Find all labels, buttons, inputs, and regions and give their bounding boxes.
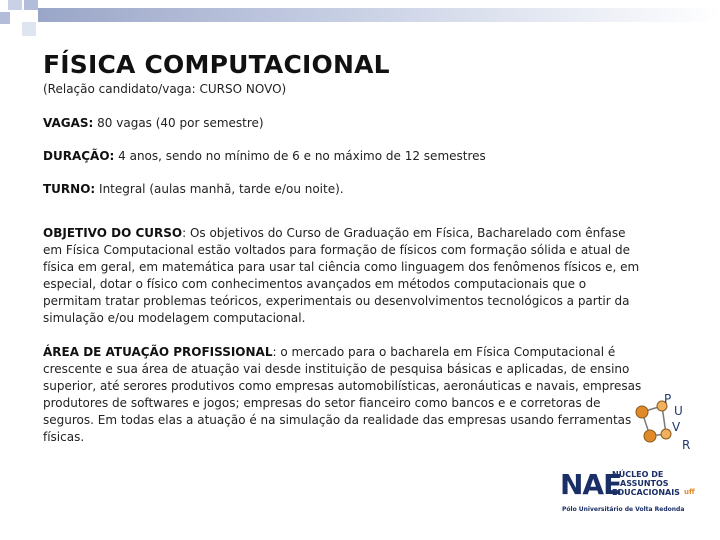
puvr-letter-p: P: [664, 392, 672, 406]
area-paragraph: [43, 344, 643, 446]
puvr-letter-r: R: [682, 438, 691, 452]
nae-line3: EDUCACIONAIS: [612, 488, 680, 497]
objetivo-label: OBJETIVO DO CURSO: [43, 226, 183, 240]
objetivo-paragraph: [43, 225, 648, 327]
nae-logo: [560, 468, 705, 518]
area-text: : o mercado para o bacharela em Física Computacional é crescente e sua área de atuação vai desde instituição de pesquisa básicas e aplicadas, de ensino superior, até serores produtivos como empresas automobilísticas, aeronáuticas e navais, empresas produtores de softwares e jogos; empresas do setor fianceiro como bancos e e corretoras de seguros. Em todas elas a atuação é na simulação da realidade das empresas usando ferramentas físicas.: [43, 345, 642, 444]
turno-label: TURNO:: [43, 182, 96, 196]
puvr-letter-u: U: [674, 404, 683, 418]
vagas-label: VAGAS:: [43, 116, 94, 130]
nae-footer: Pólo Universitário de Volta Redonda: [562, 506, 685, 513]
area-label: ÁREA DE ATUAÇÃO PROFISSIONAL: [43, 345, 273, 359]
nae-line1: NÚCLEO DE: [612, 470, 664, 479]
duracao-label: DURAÇÃO:: [43, 149, 115, 163]
duracao-text: 4 anos, sendo no mínimo de 6 e no máximo de 12 semestres: [114, 149, 486, 163]
nae-line2: ASSUNTOS: [620, 479, 669, 488]
duracao-paragraph: [43, 148, 648, 165]
vagas-text: 80 vagas (40 por semestre): [93, 116, 264, 130]
page-title: FÍSICA COMPUTACIONAL: [43, 50, 390, 79]
vagas-paragraph: [43, 115, 648, 132]
header-gradient-bar: [38, 8, 720, 22]
nae-abbr: NAE: [560, 468, 622, 501]
puvr-letter-v: V: [672, 420, 681, 434]
puvr-logo: [630, 392, 700, 462]
uff-mark: uff: [684, 488, 695, 496]
objetivo-text: : Os objetivos do Curso de Graduação em Física, Bacharelado com ênfase em Física Computacional estão voltados para formação de físicos com formação sólida e atual de física em geral, em matemática para usar tal ciência como linguagem dos fenômenos físicos e, em especial, dotar o físico com conhecimentos avançados em métodos computacionais que o permitam tratar problemas teóricos, experimentais ou desenvolvimentos tecnológicos a partir da simulação e/ou modelagem computacional.: [43, 226, 640, 325]
turno-text: Integral (aulas manhã, tarde e/ou noite).: [95, 182, 344, 196]
page-subtitle: (Relação candidato/vaga: CURSO NOVO): [43, 82, 287, 96]
turno-paragraph: [43, 181, 648, 198]
